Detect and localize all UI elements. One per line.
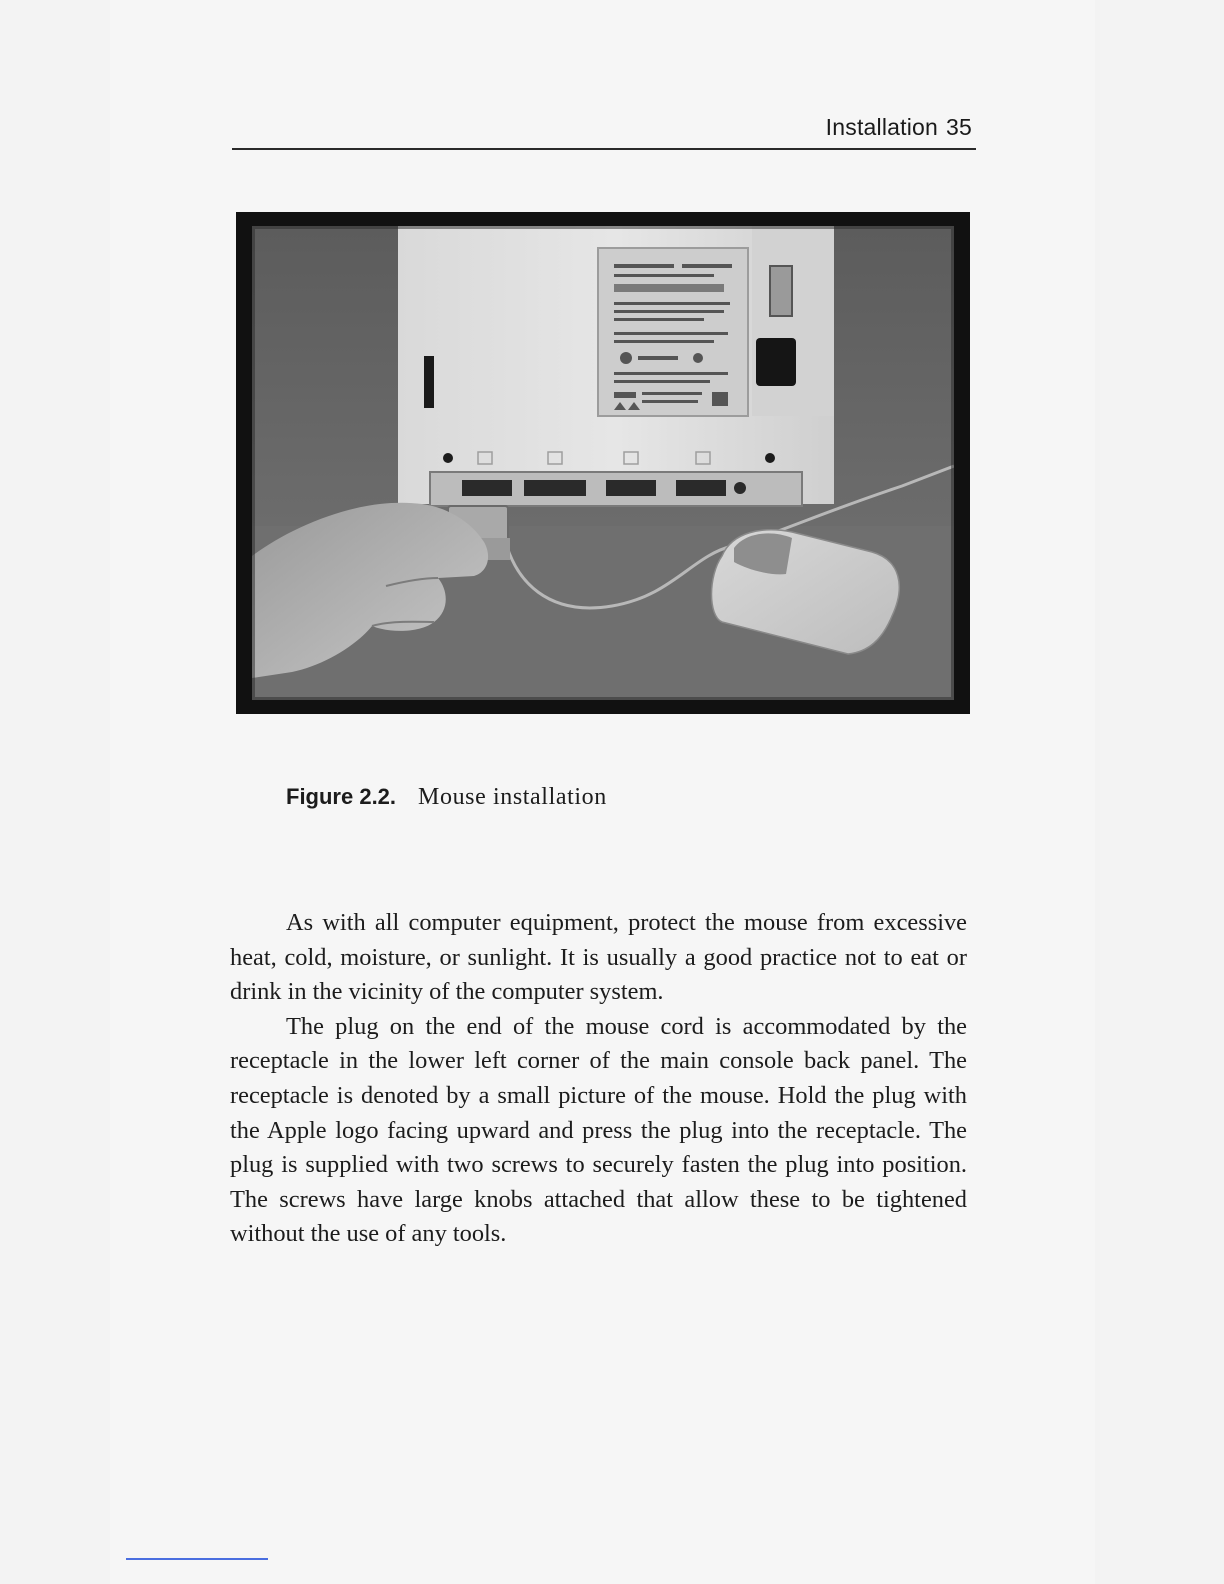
running-head-text: [826, 114, 972, 141]
body-text: [230, 906, 967, 1252]
running-head: [232, 108, 976, 150]
audio-jack: [734, 482, 746, 494]
power-socket: [756, 338, 796, 386]
figure-caption: [286, 784, 607, 811]
disk-port: [524, 480, 586, 496]
page-number: 35: [946, 114, 972, 140]
modem-port: [606, 480, 656, 496]
mouse-installation-photo: [252, 226, 954, 700]
paragraph: The plug on the end of the mouse cord is accommodated by the receptacle in the lower left corner of the main console back panel. The receptacle is denoted by a small picture of the mouse. Hold the plug with the Apple logo facing upward and press the plug into the receptacle. The plug is supplied with two screws to securely fasten the plug into position. The screws have large knobs attached that allow these to be tightened without the use of any tools.: [230, 1012, 967, 1248]
screw-right: [765, 453, 775, 463]
figure-title: Mouse installation: [418, 784, 607, 810]
expansion-slot: [424, 356, 434, 408]
console-side-panel: [752, 226, 834, 416]
mouse-port: [462, 480, 512, 496]
figure-label: Figure 2.2.: [286, 784, 397, 809]
power-switch: [770, 266, 792, 316]
section-title: Installation: [825, 114, 939, 140]
paragraph: As with all computer equipment, protect the mouse from excessive heat, cold, moisture, or sunlight. It is usually a good practice not to eat or drink in the vicinity of the computer system.: [230, 909, 967, 1006]
figure-photo: [236, 212, 970, 714]
footer-rule: [126, 1558, 268, 1560]
screw-left: [443, 453, 453, 463]
printer-port: [676, 480, 726, 496]
